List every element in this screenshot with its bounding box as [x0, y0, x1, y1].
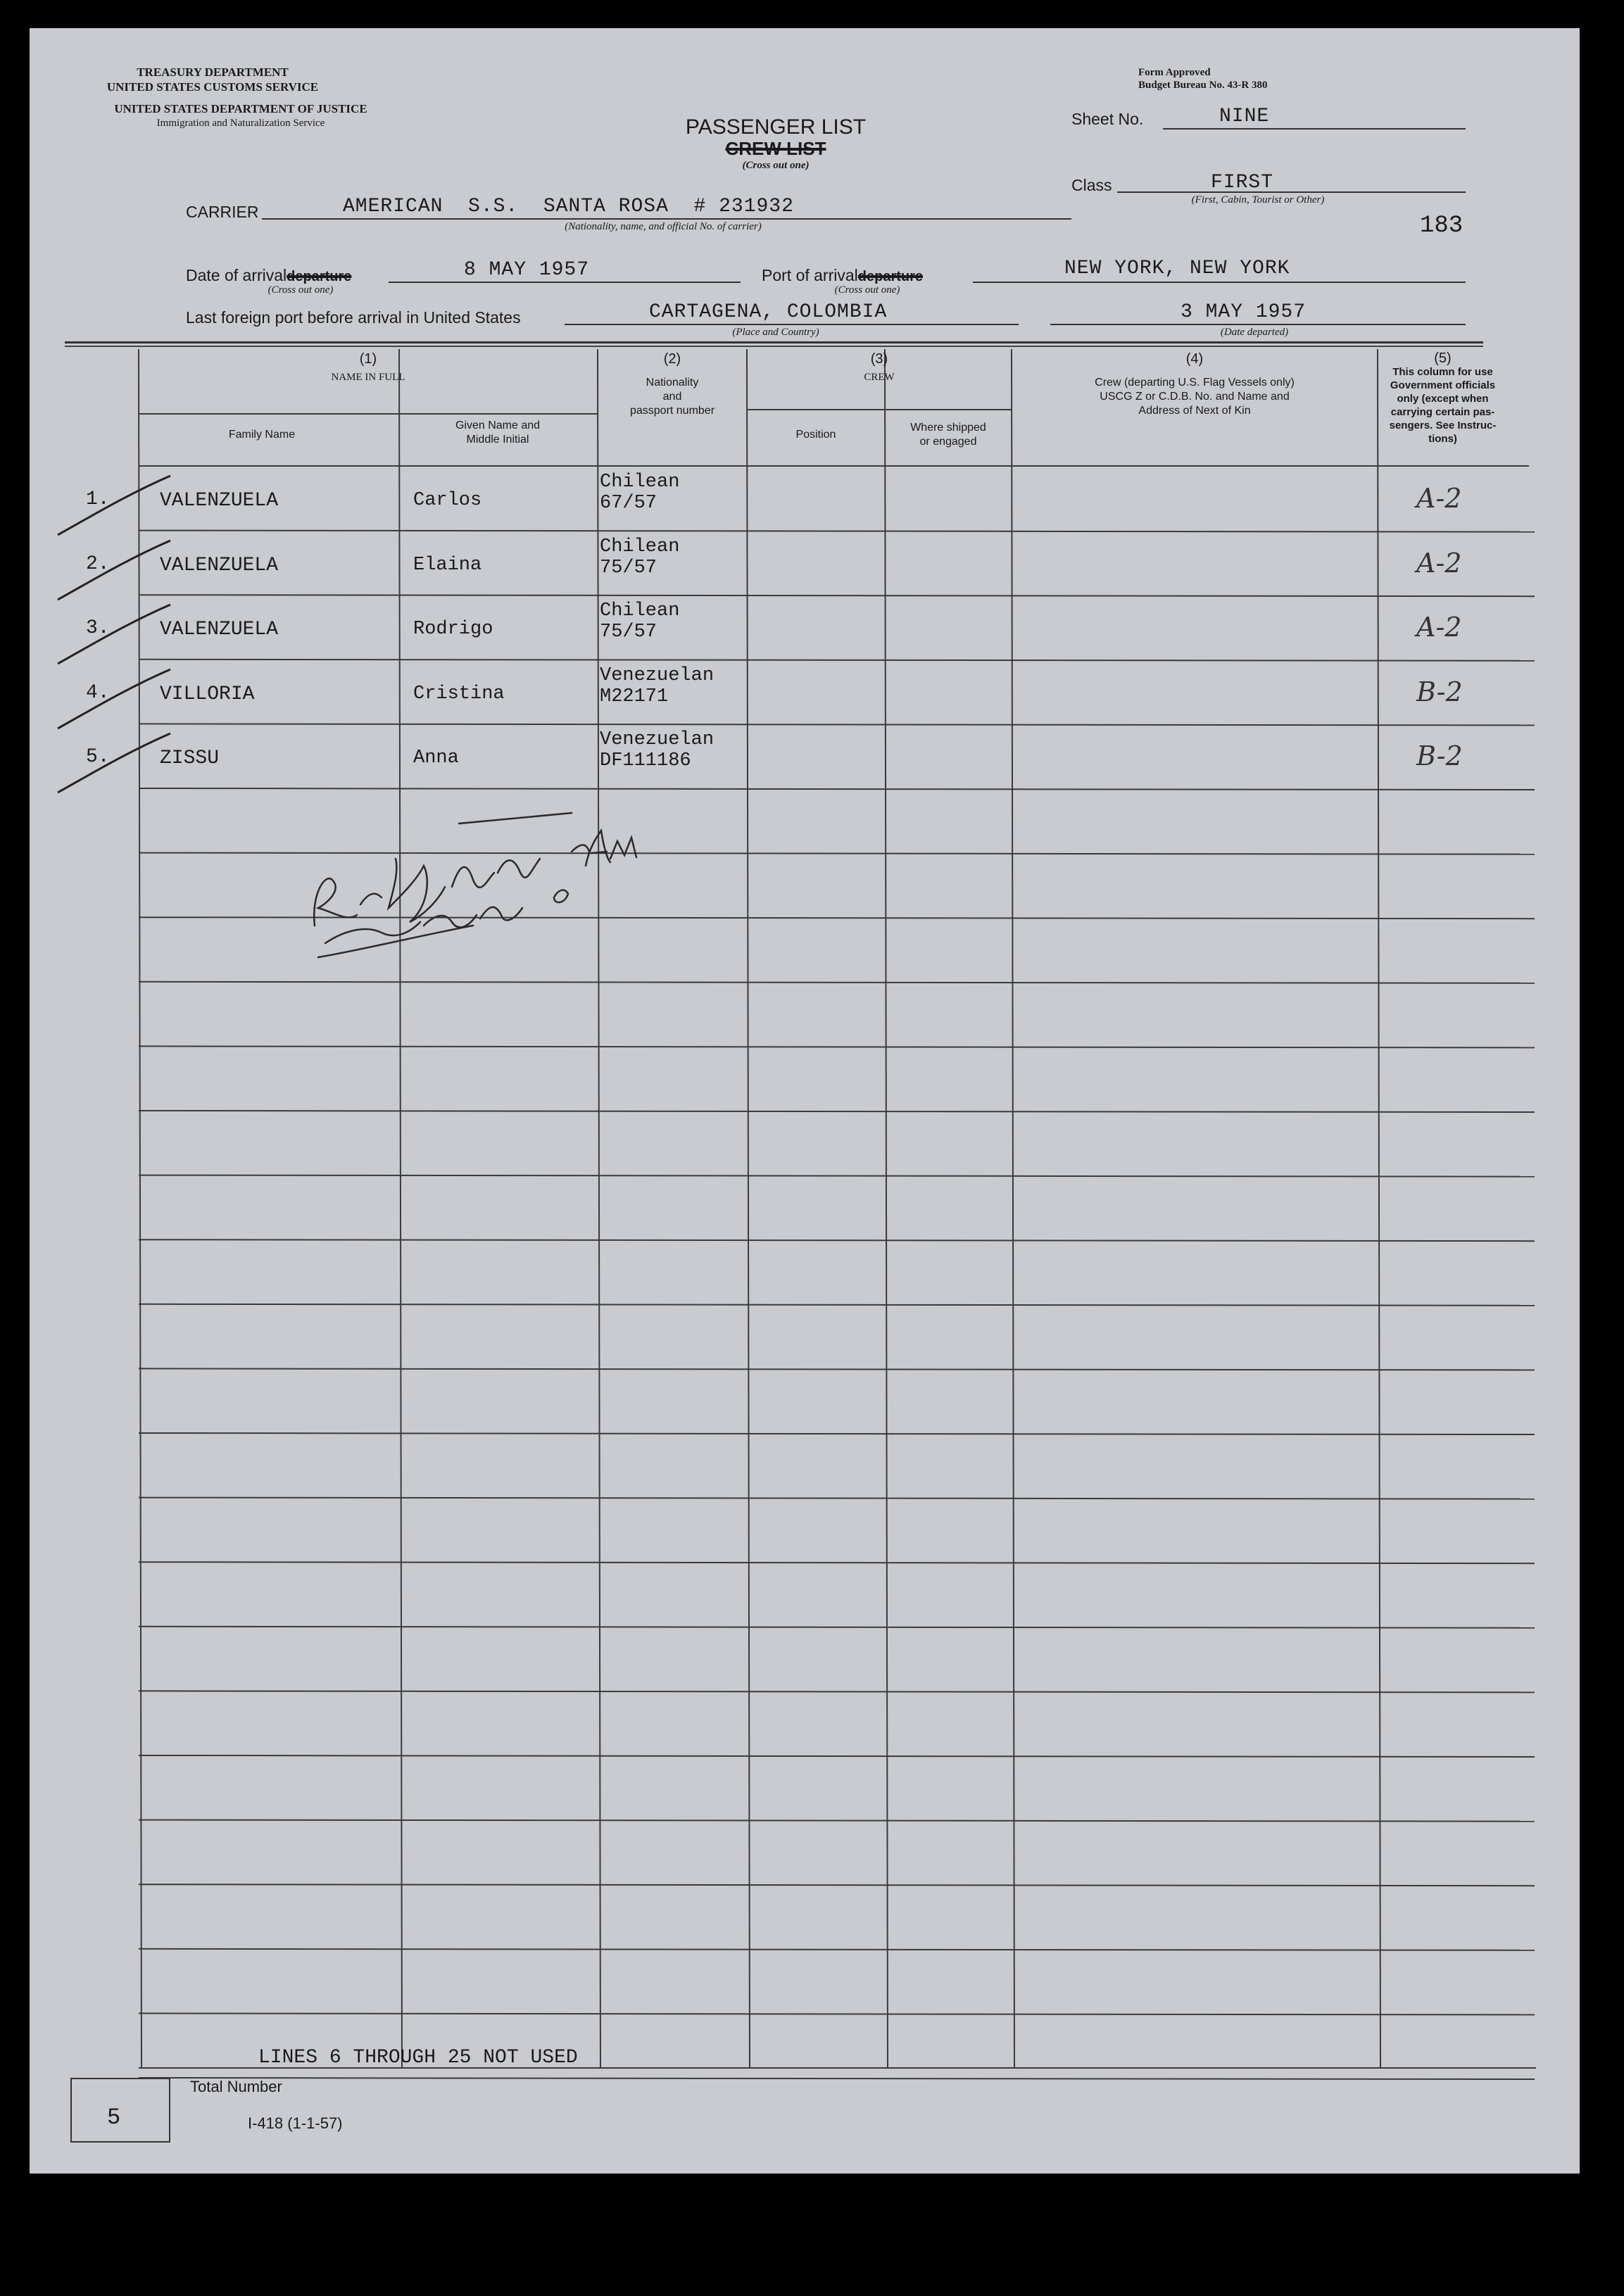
admission-code-cell: A-2: [1416, 612, 1462, 643]
col3-where-line-2: or engaged: [919, 436, 977, 448]
date-label-text: Date of arrival: [186, 266, 287, 284]
col1-family-header: Family Name: [228, 429, 296, 441]
col4-line-2: USCG Z or C.D.B. No. and Name and: [1100, 391, 1290, 403]
grid-line: [139, 1691, 1535, 1692]
table-row: [30, 724, 1580, 788]
document-page: [30, 28, 1580, 2174]
col1-num: (1): [359, 351, 377, 367]
grid-line: [139, 1562, 1535, 1563]
row-number: 4.: [86, 681, 110, 704]
col2-header: [598, 352, 747, 418]
col1-given-header: [399, 419, 596, 447]
col5-line-5: sengers. See Instruc-: [1389, 420, 1497, 431]
port-label-struck: departure: [857, 269, 924, 284]
col2-line-3: passport number: [629, 405, 715, 417]
col2-line-1: Nationality: [646, 377, 699, 389]
checkoff-mark: [51, 724, 177, 801]
col1-given-line-2: Middle Initial: [466, 434, 529, 446]
date-hint: (Cross out one): [267, 284, 334, 296]
row-number: 5.: [86, 746, 110, 769]
table-row: [30, 531, 1580, 595]
passport-cell: 75/57: [600, 622, 657, 643]
grid-line: [139, 1433, 1535, 1434]
col5-num: (5): [1434, 351, 1452, 366]
nationality-cell: Chilean: [600, 536, 680, 557]
col4-line-1: Crew (departing U.S. Flag Vessels only): [1095, 377, 1295, 389]
col5-line-1: This column for use: [1392, 366, 1493, 378]
form-approved-line-1: Form Approved: [1138, 67, 1211, 78]
form-number: I-418 (1-1-57): [248, 2114, 343, 2132]
col1-header: [139, 352, 598, 384]
departed-value: 3 MAY 1957: [1181, 301, 1307, 323]
grid-line: [139, 1304, 1535, 1306]
checkoff-stroke: [58, 541, 170, 600]
table-row: [30, 466, 1580, 531]
row-number: 3.: [86, 617, 110, 640]
agency-line-4: Immigration and Naturalization Service: [156, 118, 325, 129]
total-value: 5: [107, 2105, 121, 2131]
grid-line: [139, 2078, 1535, 2079]
table-row: [30, 595, 1580, 660]
passport-cell: 67/57: [600, 493, 657, 514]
admission-code-cell: A-2: [1416, 483, 1462, 514]
total-box: [70, 2078, 170, 2143]
inspector-signature: [276, 774, 642, 964]
foreign-port-label: Last foreign port before arrival in United States: [186, 308, 521, 327]
nationality-cell: Chilean: [600, 472, 680, 493]
given-name-cell: Rodrigo: [413, 619, 493, 641]
grid-line: [139, 2013, 1535, 2014]
family-name-cell: ZISSU: [160, 748, 220, 770]
lines-not-used-note: LINES 6 THROUGH 25 NOT USED: [258, 2047, 578, 2069]
passenger-table: [30, 28, 1580, 2174]
family-name-cell: VALENZUELA: [160, 619, 279, 641]
col5-line-3: only (except when: [1397, 393, 1489, 405]
checkoff-stroke: [58, 476, 170, 535]
admission-code-cell: B-2: [1416, 740, 1463, 772]
carrier-hint: (Nationality, name, and official No. of carrier): [565, 221, 762, 232]
class-value: FIRST: [1211, 172, 1274, 194]
grid-line: [139, 1175, 1535, 1177]
title-cross-hint: (Cross out one): [742, 160, 810, 171]
page-number: 183: [1420, 213, 1464, 239]
passport-cell: DF111186: [600, 750, 691, 772]
checkoff-stroke: [58, 669, 170, 728]
grid-line: [139, 1755, 1535, 1757]
col1-given-line-1: Given Name and: [455, 420, 541, 431]
grid-line: [139, 982, 1535, 983]
family-name-cell: VALENZUELA: [160, 554, 279, 576]
date-value: 8 MAY 1957: [464, 259, 590, 281]
checkoff-stroke: [58, 733, 170, 793]
port-hint: (Cross out one): [834, 284, 900, 296]
row-number: 1.: [86, 488, 110, 510]
grid-line: [139, 1627, 1535, 1628]
given-name-cell: Elaina: [413, 554, 482, 576]
row-number: 2.: [86, 553, 110, 575]
col2-line-2: and: [662, 391, 682, 403]
agency-line-2: UNITED STATES CUSTOMS SERVICE: [106, 80, 319, 94]
foreign-port-hint: (Place and Country): [732, 327, 819, 338]
col4-line-3: Address of Next of Kin: [1138, 405, 1251, 417]
col3-where-header: [885, 421, 1012, 449]
passport-cell: M22171: [600, 686, 669, 707]
carrier-label: CARRIER: [186, 203, 259, 221]
grid-line: [139, 1820, 1535, 1822]
carrier-value: AMERICAN S.S. SANTA ROSA # 231932: [343, 196, 794, 217]
given-name-cell: Carlos: [413, 490, 482, 511]
passport-cell: 75/57: [600, 557, 657, 579]
grid-line: [139, 1884, 1535, 1886]
col4-num: (4): [1185, 351, 1204, 367]
col3-title: CREW: [864, 372, 895, 383]
form-approved-line-2: Budget Bureau No. 43-R 380: [1138, 80, 1268, 91]
title-passenger-list: PASSENGER LIST: [685, 115, 867, 139]
port-value: NEW YORK, NEW YORK: [1064, 258, 1290, 279]
col3-header: [747, 352, 1012, 384]
departed-hint: (Date departed): [1220, 327, 1289, 338]
grid-line: [139, 1240, 1535, 1241]
given-name-cell: Anna: [413, 748, 459, 769]
agency-line-3: UNITED STATES DEPARTMENT OF JUSTICE: [114, 102, 367, 115]
grid-line: [139, 1046, 1535, 1047]
family-name-cell: VILLORIA: [160, 683, 255, 705]
col4-header: [1012, 352, 1378, 418]
nationality-cell: Venezuelan: [600, 664, 715, 686]
col5-header: [1378, 352, 1508, 446]
table-row: [30, 660, 1580, 724]
col3-position-header: Position: [795, 429, 836, 441]
title-crew-list-struck: CREW LIST: [725, 138, 826, 159]
table-grid: [30, 28, 1580, 2174]
col5-line-6: tions): [1428, 433, 1457, 445]
foreign-port-value: CARTAGENA, COLOMBIA: [649, 301, 888, 323]
col2-num: (2): [663, 351, 681, 367]
total-label: Total Number: [190, 2078, 282, 2095]
col5-line-2: Government officials: [1390, 379, 1496, 391]
nationality-cell: Chilean: [600, 600, 680, 622]
grid-line: [139, 1949, 1535, 1950]
admission-code-cell: B-2: [1416, 676, 1463, 707]
sheet-value: NINE: [1219, 106, 1270, 127]
class-label: Class: [1071, 176, 1112, 194]
col5-line-4: carrying certain pas-: [1390, 406, 1495, 418]
col3-where-line-1: Where shipped: [910, 422, 986, 434]
given-name-cell: Cristina: [413, 683, 505, 705]
grid-line: [139, 1111, 1535, 1112]
sheet-label: Sheet No.: [1071, 110, 1144, 128]
family-name-cell: VALENZUELA: [160, 490, 279, 512]
col1-title: NAME IN FULL: [331, 372, 405, 383]
admission-code-cell: A-2: [1416, 547, 1462, 579]
col3-num: (3): [870, 351, 888, 367]
grid-line: [139, 1368, 1535, 1370]
date-label-struck: departure: [287, 269, 352, 284]
class-hint: (First, Cabin, Tourist or Other): [1191, 194, 1325, 206]
agency-line-1: TREASURY DEPARTMENT: [137, 65, 289, 79]
grid-line: [139, 1498, 1535, 1499]
port-label-text: Port of arrival: [762, 266, 858, 284]
checkoff-stroke: [58, 605, 170, 664]
nationality-cell: Venezuelan: [600, 729, 715, 751]
